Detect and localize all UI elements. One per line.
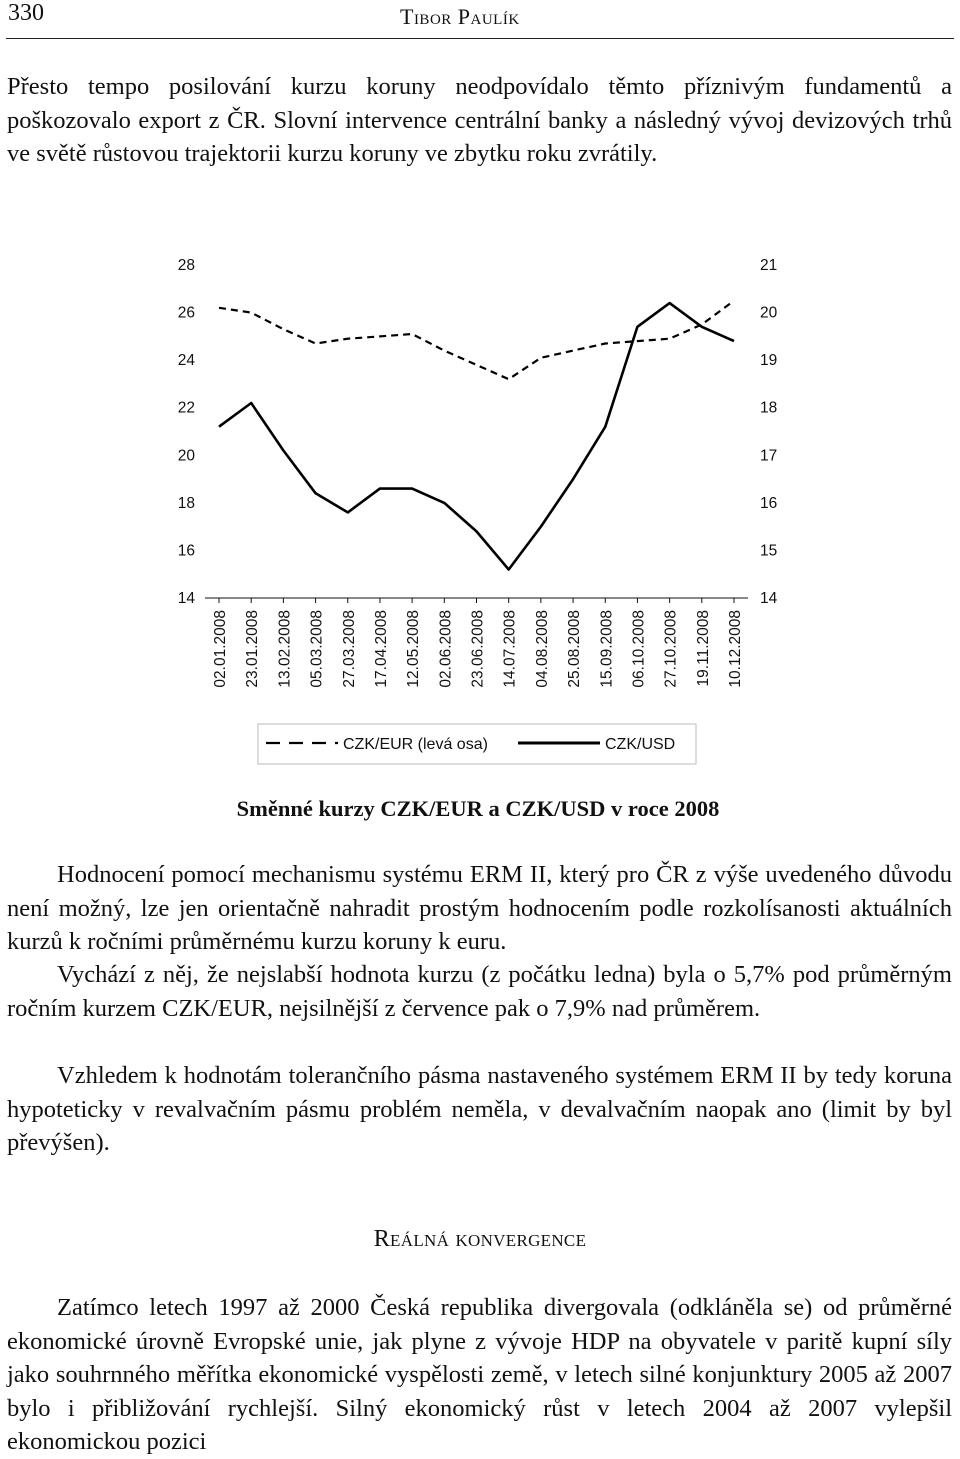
x-tick-label: 05.03.2008 <box>308 610 326 688</box>
page-number: 330 <box>8 0 44 26</box>
left-axis <box>178 257 196 607</box>
chart-legend <box>258 724 696 764</box>
legend-label-czk-usd: CZK/USD <box>605 736 676 753</box>
section-heading: Reálná konvergence <box>373 1226 587 1252</box>
paragraph-erm: Hodnocení pomocí mechanismu systému ERM II, který pro ČR z výše uvedeného důvodu není možný, lze jen orientačně nahradit prostým hodnocením podle rozkolísanosti aktuálních kurzů k ročními průměrnému kurzu koruny k euru. <box>7 861 952 955</box>
x-tick-label: 02.01.2008 <box>212 610 229 688</box>
left-tick-label: 22 <box>177 399 195 417</box>
left-tick-label: 16 <box>177 542 195 560</box>
paragraph-convergence: Zatímco letech 1997 až 2000 Česká republika divergovala (odkláněla se) od průměrné ekonomické úrovně Evropské unie, jak plyne z vývoje HDP na obyvatele v paritě kupní síly jako souhrnného měřítka ekonomické vyspělosti země, v letech silné konjunktury 2005 až 2007 bylo i přibližování rychlejší. Silný ekonomický růst v letech 2004 až 2007 vylepšil ekonomickou pozici <box>7 1294 952 1455</box>
x-tick-label: 17.04.2008 <box>372 610 390 688</box>
right-tick-label: 14 <box>760 590 778 607</box>
exchange-rate-chart <box>0 240 960 770</box>
x-tick-label: 23.06.2008 <box>469 610 487 688</box>
series-layer <box>219 301 734 570</box>
x-tick-label: 23.01.2008 <box>244 610 262 688</box>
left-tick-label: 24 <box>177 352 195 370</box>
figure-caption: Směnné kurzy CZK/EUR a CZK/USD v roce 2008 <box>236 796 720 821</box>
x-tick-label: 12.05.2008 <box>405 610 423 688</box>
x-tick-label: 15.09.2008 <box>598 610 616 688</box>
x-axis <box>205 598 748 688</box>
right-tick-label: 18 <box>760 399 778 417</box>
x-tick-label: 27.10.2008 <box>662 610 680 688</box>
right-tick-label: 20 <box>760 304 778 322</box>
x-tick-label: 25.08.2008 <box>566 610 584 688</box>
left-tick-label: 14 <box>177 590 195 607</box>
x-tick-label: 06.10.2008 <box>630 610 648 688</box>
x-tick-label: 19.11.2008 <box>694 610 712 687</box>
x-tick-label: 04.08.2008 <box>533 610 551 688</box>
right-tick-label: 15 <box>760 542 778 560</box>
left-tick-label: 18 <box>177 494 195 512</box>
right-tick-label: 19 <box>760 352 778 370</box>
left-tick-label: 20 <box>177 447 195 465</box>
paragraph-intro: Přesto tempo posilování kurzu koruny neodpovídalo těmto příznivým fundamentů a poškozovalo export z ČR. Slovní intervence centrální banky a následný vývoj devizových trhů ve světě růstovou trajektorii kurzu koruny ve zbytku roku zvrátily. <box>7 73 952 167</box>
czk-usd-series-line <box>219 303 734 569</box>
paragraph-deviation: Vychází z něj, že nejslabší hodnota kurzu (z počátku ledna) byla o 5,7% pod průměrným ročním kurzem CZK/EUR, nejsilnější z července pak o 7,9% nad průměrem. <box>7 961 952 1022</box>
x-tick-label: 13.02.2008 <box>276 610 294 688</box>
right-tick-label: 17 <box>760 447 778 465</box>
right-tick-label: 16 <box>760 494 778 512</box>
left-tick-label: 26 <box>177 304 195 322</box>
x-tick-label: 02.06.2008 <box>437 610 455 688</box>
header-rule <box>6 38 954 39</box>
paragraph-tolerance: Vzhledem k hodnotám tolerančního pásma nastaveného systémem ERM II by tedy koruna hypoteticky v revalvačním pásmu problém neměla, v devalvačním naopak ano (limit by byl převýšen). <box>7 1062 952 1156</box>
running-head: Tibor Paulík <box>400 4 520 29</box>
right-tick-label: 21 <box>760 257 778 274</box>
x-tick-label: 27.03.2008 <box>340 610 358 688</box>
left-tick-label: 28 <box>177 257 195 274</box>
right-axis <box>760 257 778 607</box>
x-tick-label: 10.12.2008 <box>727 610 744 688</box>
legend-label-czk-eur: CZK/EUR (levá osa) <box>343 736 488 753</box>
x-tick-label: 14.07.2008 <box>501 610 519 688</box>
